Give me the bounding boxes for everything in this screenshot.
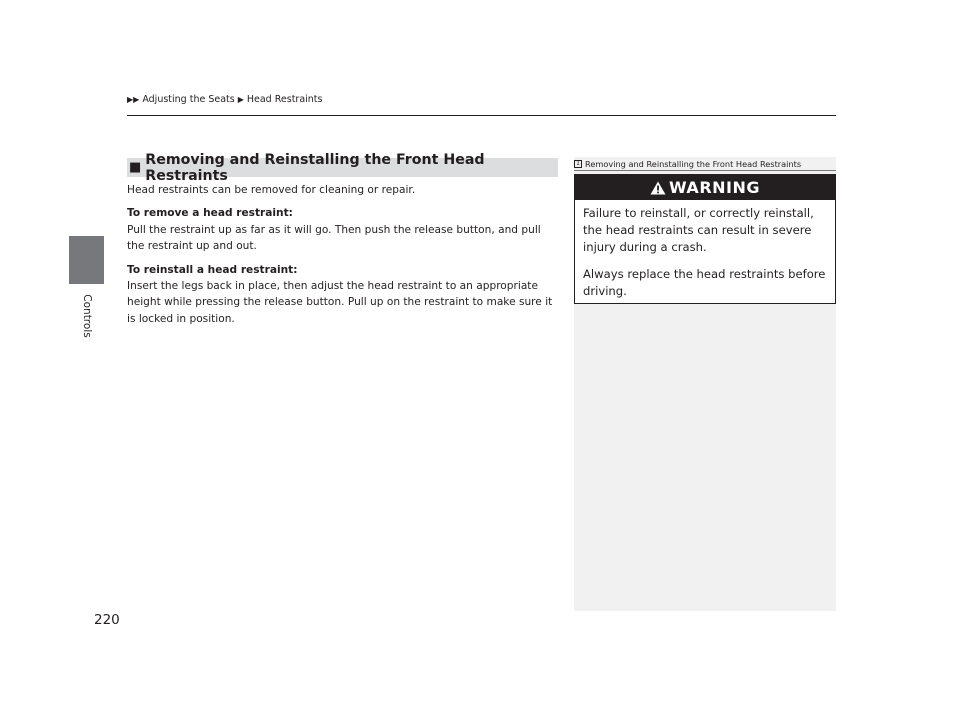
heading-square-icon: ■ [129, 160, 142, 175]
header-divider [127, 115, 836, 116]
reference-icon: 1 [574, 160, 582, 168]
warning-box [574, 174, 836, 304]
warning-label: WARNING [669, 178, 760, 197]
breadcrumb-arrow-icon: ▶ [237, 95, 244, 104]
warning-body [575, 200, 835, 300]
page-number: 220 [94, 612, 120, 628]
remove-text: Pull the restraint up as far as it will go. Then push the release button, and pull the restraint up and out. [127, 223, 541, 253]
warning-text-2: Always replace the head restraints before driving. [583, 267, 826, 299]
reinstall-text: Insert the legs back in place, then adjust the head restraint to an appropriate height while pressing the release button. Pull up on the restraint to make sure it is locked in position. [127, 280, 553, 325]
warning-text-1: Failure to reinstall, or correctly reinstall, the head restraints can result in severe injury during a crash. [583, 206, 814, 254]
warning-triangle-icon [650, 181, 666, 195]
warning-header [575, 175, 835, 200]
breadcrumb-item-head-restraints[interactable]: Head Restraints [246, 94, 323, 105]
remove-heading: To remove a head restraint: [127, 207, 293, 220]
sidebar-divider [574, 170, 836, 171]
breadcrumb [127, 94, 325, 105]
main-content [127, 182, 558, 334]
breadcrumb-item-adjusting-seats[interactable]: Adjusting the Seats [142, 94, 235, 105]
sidebar-title-text: Removing and Reinstalling the Front Head Restraints [585, 159, 802, 169]
intro-text: Head restraints can be removed for cleaning or repair. [127, 184, 416, 196]
section-heading-text: Removing and Reinstalling the Front Head Restraints [145, 151, 485, 184]
breadcrumb-arrow-icon: ▶▶ [127, 95, 140, 104]
sidebar-title[interactable] [574, 159, 801, 169]
chapter-tab [69, 236, 104, 284]
section-heading [127, 151, 558, 184]
reinstall-heading: To reinstall a head restraint: [127, 263, 298, 276]
chapter-label: Controls [81, 294, 93, 338]
